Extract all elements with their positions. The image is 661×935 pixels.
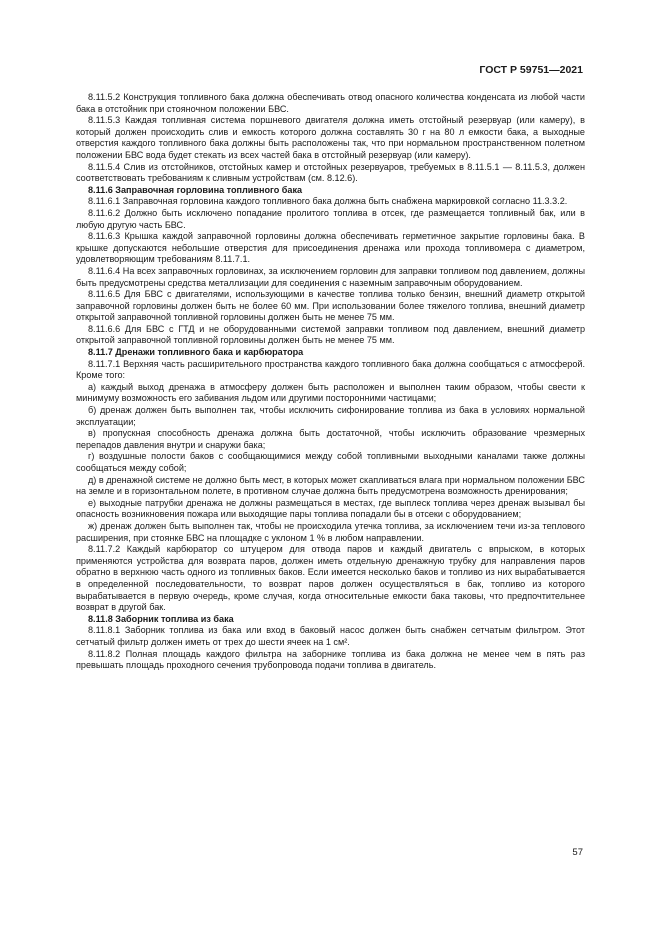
- paragraph: 8.11.7.1 Верхняя часть расширительного пространства каждого топливного бака должна сообщаться с атмосферой. Кроме того:: [76, 358, 585, 381]
- section-heading: 8.11.8 Заборник топлива из бака: [88, 613, 234, 624]
- paragraph: е) выходные патрубки дренажа не должны размещаться в местах, где выплеск топлива через дренаж вызывал бы опасность возникновения пожара или выходящие пары топлива попадали бы в отсеки с оборудованием;: [76, 497, 585, 520]
- paragraph: б) дренаж должен быть выполнен так, чтобы исключить сифонирование топлива из бака в условиях нормальной эксплуатации;: [76, 405, 585, 427]
- paragraph: 8.11.5.2 Конструкция топливного бака должна обеспечивать отвод опасного количества конденсата из любой части бака в отстойник при стояночном положении БВС.: [76, 92, 585, 114]
- paragraph: д) в дренажной системе не должно быть мест, в которых может скапливаться влага при нормальном положении БВС на земле и в горизонтальном полете, в противном случае должна быть предусмотрена возможность дренирования;: [76, 474, 585, 497]
- paragraph: 8.11.6.2 Должно быть исключено попадание пролитого топлива в отсек, где размещается топливный бак, или в любую другую часть БВС.: [76, 207, 585, 230]
- paragraph: а) каждый выход дренажа в атмосферу должен быть расположен и выполнен таким образом, чтобы свести к минимуму возможность его забивания льдом или другими посторонними частицами;: [76, 381, 585, 404]
- paragraph: 8.11.6.6 Для БВС с ГТД и не оборудованными системой заправки топливом под давлением, внешний диаметр открытой заправочной топливной горловины должен быть не менее 75 мм.: [76, 323, 585, 346]
- document-body: [76, 92, 585, 672]
- paragraph: ж) дренаж должен быть выполнен так, чтобы не происходила утечка топлива, за исключением течи из-за теплового расширения, при стоянке БВС на площадке с уклоном 1 % в любом направлении.: [76, 520, 585, 543]
- paragraph: 8.11.6.4 На всех заправочных горловинах, за исключением горловин для заправки топливом под давлением, должны быть предусмотрены средства металлизации для соединения с наземным заправочным оборудованием.: [76, 265, 585, 288]
- page-number: 57: [572, 847, 583, 858]
- standard-designation: ГОСТ Р 59751—2021: [479, 64, 583, 76]
- section-heading: 8.11.7 Дренажи топливного бака и карбюратора: [88, 347, 304, 358]
- paragraph: 8.11.6.5 Для БВС с двигателями, использующими в качестве топлива только бензин, внешний диаметр открытой заправочной горловины должен быть не более 60 мм. При использовании более тяжелого топлива, внешний диаметр открытой заправочной топливной горловины должен быть не менее 75 мм.: [76, 289, 585, 323]
- paragraph: 8.11.8.1 Заборник топлива из бака или вход в баковый насос должен быть снабжен сетчатым фильтром. Этот сетчатый фильтр должен иметь от трех до шести ячеек на 1 см².: [76, 625, 585, 647]
- paragraph: 8.11.6.3 Крышка каждой заправочной горловины должна обеспечивать герметичное закрытие горловины бака. В крышке допускаются небольшие отверстия для присоединения дренажа или прохода топливомера с диаметром, удовлетворяющим требованиям 8.11.7.1.: [76, 231, 585, 265]
- paragraph: 8.11.6.1 Заправочная горловина каждого топливного бака должна быть снабжена маркировкой согласно 11.3.3.2.: [88, 196, 568, 207]
- paragraph: 8.11.7.2 Каждый карбюратор со штуцером для отвода паров и каждый двигатель с впрыском, в которых применяются устройства для возврата паров, должен иметь отдельную дренажную трубку для направления паров обратно в верхнюю часть одного из топливных баков. Если имеется несколько баков и топливо из них вырабатывается в определенной последовательности, то возврат паров должен осуществляться в бак, топливо из которого вырабатывается в первую очередь, кроме случая, когда относительные емкости бака таковы, что предпочтительнее возврат в другой бак.: [76, 544, 585, 613]
- section-heading: 8.11.6 Заправочная горловина топливного бака: [88, 184, 303, 195]
- paragraph: 8.11.5.4 Слив из отстойников, отстойных камер и отстойных резервуаров, требуемых в 8.11.5.1 — 8.11.5.3, должен соответствовать требованиям к сливным устройствам (см. 8.12.6).: [76, 161, 585, 184]
- paragraph: г) воздушные полости баков с сообщающимися между собой топливными выходными каналами также должны сообщаться между собой;: [76, 451, 585, 473]
- paragraph: 8.11.5.3 Каждая топливная система поршневого двигателя должна иметь отстойный резервуар (или камеру), в который должен происходить слив и емкость которого должна составлять 30 г на 80 л емкости бака, а выходные отверстия каждого топливного бака должны быть расположены так, что при нормальном пространственном полетном положении БВС вода будет стекать из всех частей бака в отстойный резервуар (или камеру).: [76, 115, 585, 160]
- paragraph: в) пропускная способность дренажа должна быть достаточной, чтобы исключить образование чрезмерных перепадов давления внутри и снаружи бака;: [76, 428, 585, 450]
- paragraph: 8.11.8.2 Полная площадь каждого фильтра на заборнике топлива из бака должна не менее чем в пять раз превышать площадь проходного сечения трубопровода подачи топлива в двигатель.: [76, 648, 585, 671]
